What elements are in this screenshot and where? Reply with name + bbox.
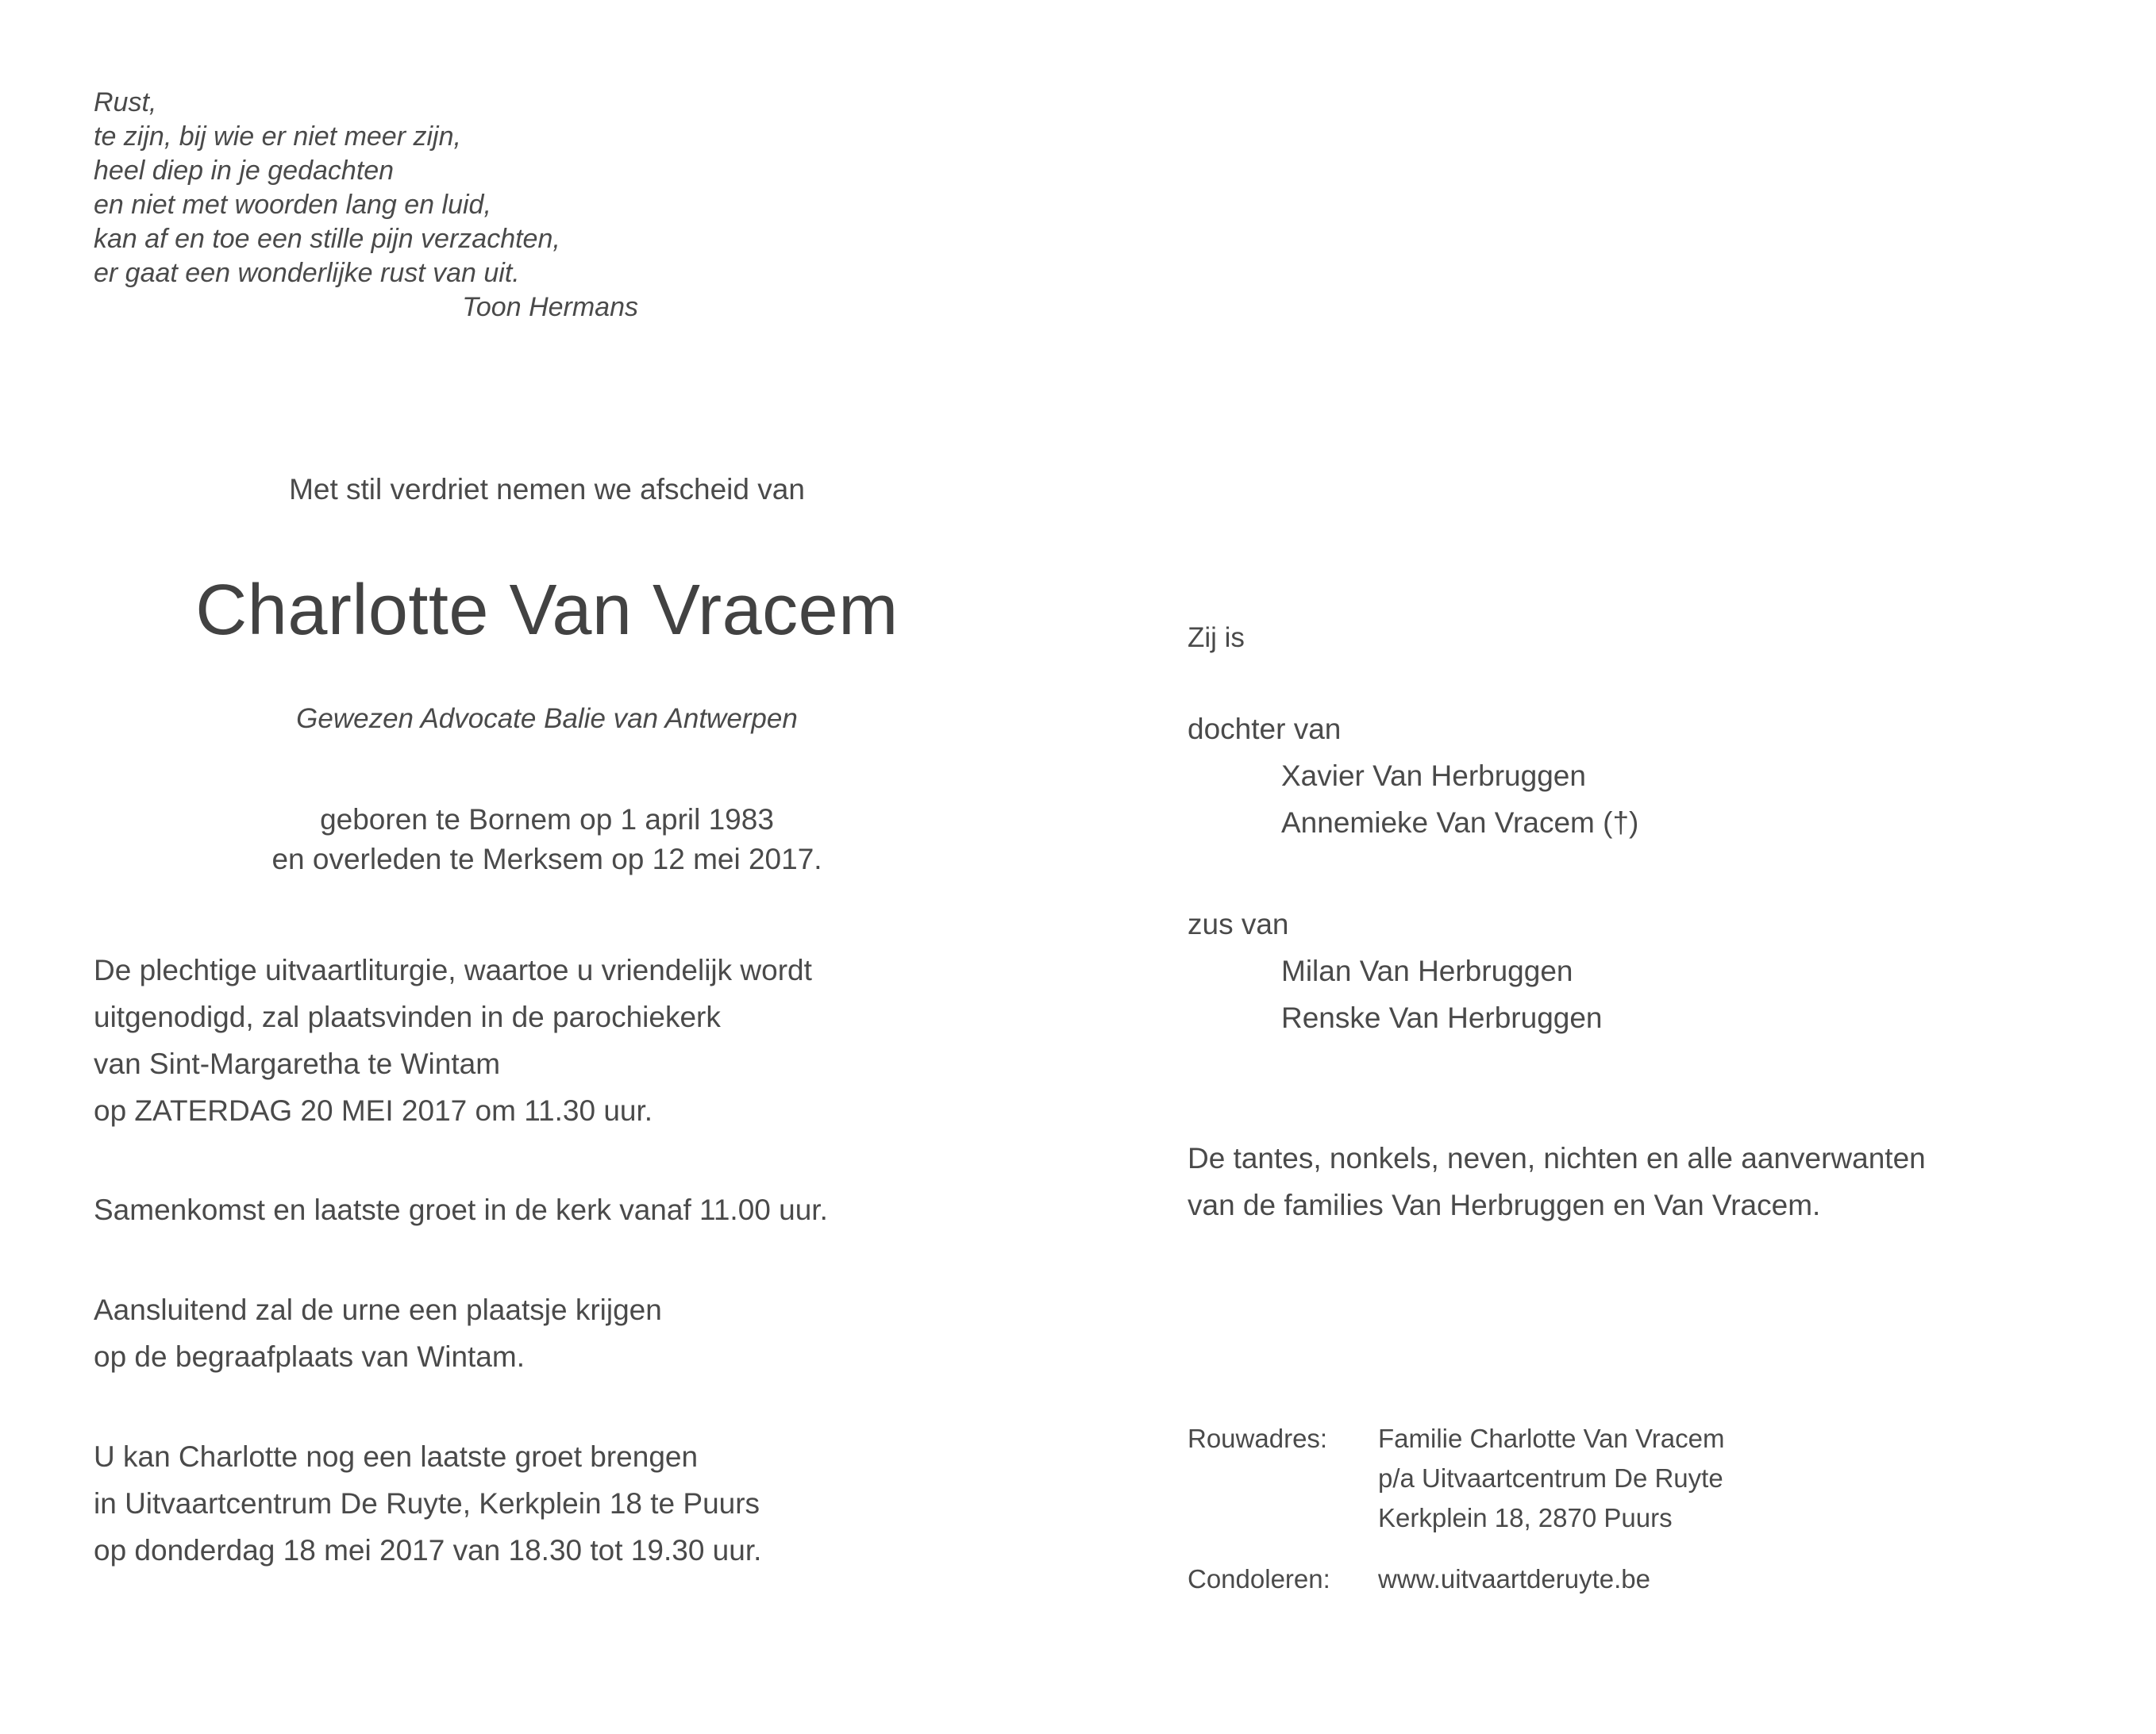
liturgy-line: De plechtige uitvaartliturgie, waartoe u vriendelijk wordt bbox=[94, 954, 812, 986]
urn-paragraph bbox=[94, 1286, 1078, 1380]
urn-line: Aansluitend zal de urne een plaatsje krijgen bbox=[94, 1294, 662, 1326]
liturgy-line: uitgenodigd, zal plaatsvinden in de parochiekerk bbox=[94, 1001, 721, 1033]
address-value bbox=[1378, 1419, 1725, 1538]
gathering-paragraph bbox=[94, 1186, 1078, 1233]
death-line: en overleden te Merksem op 12 mei 2017. bbox=[271, 843, 822, 875]
poem-line: te zijn, bij wie er niet meer zijn, bbox=[94, 121, 461, 152]
poem-line: Rust, bbox=[94, 87, 157, 117]
sister-section bbox=[1188, 901, 2100, 1041]
poem-line: kan af en toe een stille pijn verzachten, bbox=[94, 224, 560, 254]
daughter-label: dochter van bbox=[1188, 713, 1342, 745]
poem-author: Toon Hermans bbox=[462, 292, 638, 322]
visit-line: in Uitvaartcentrum De Ruyte, Kerkplein 18 te Puurs bbox=[94, 1487, 760, 1520]
address-line: Familie Charlotte Van Vracem bbox=[1378, 1424, 1725, 1453]
relatives-line: De tantes, nonkels, neven, nichten en alle aanverwanten bbox=[1188, 1142, 1926, 1175]
urn-line: op de begraafplaats van Wintam. bbox=[94, 1340, 525, 1373]
visit-paragraph bbox=[94, 1433, 1078, 1574]
poem-line: en niet met woorden lang en luid, bbox=[94, 190, 491, 220]
sibling-name: Renske Van Herbruggen bbox=[1281, 1002, 1603, 1034]
address-line: Kerkplein 18, 2870 Puurs bbox=[1378, 1503, 1673, 1532]
visit-line: U kan Charlotte nog een laatste groet brengen bbox=[94, 1440, 699, 1473]
condolences-link[interactable]: www.uitvaartderuyte.be bbox=[1378, 1564, 1651, 1594]
birth-line: geboren te Bornem op 1 april 1983 bbox=[320, 803, 774, 836]
liturgy-paragraph bbox=[94, 947, 1078, 1134]
address-label: Rouwadres: bbox=[1188, 1424, 1328, 1453]
birth-death-info bbox=[94, 800, 1000, 879]
address-line: p/a Uitvaartcentrum De Ruyte bbox=[1378, 1463, 1723, 1493]
poem-line: er gaat een wonderlijke rust van uit. bbox=[94, 258, 520, 288]
liturgy-line: op ZATERDAG 20 MEI 2017 om 11.30 uur. bbox=[94, 1094, 653, 1127]
daughter-section bbox=[1188, 706, 2100, 846]
gathering-line: Samenkomst en laatste groet in de kerk vanaf 11.00 uur. bbox=[94, 1194, 828, 1226]
family-intro: Zij is bbox=[1188, 622, 1245, 653]
poem bbox=[94, 86, 649, 325]
visit-line: op donderdag 18 mei 2017 van 18.30 tot 19.30 uur. bbox=[94, 1534, 762, 1567]
sibling-name: Milan Van Herbruggen bbox=[1281, 955, 1573, 987]
parent-name: Xavier Van Herbruggen bbox=[1281, 759, 1586, 792]
parent-name: Annemieke Van Vracem (†) bbox=[1281, 806, 1639, 839]
condolences-label: Condoleren: bbox=[1188, 1564, 1330, 1594]
sister-label: zus van bbox=[1188, 908, 1289, 940]
relatives-line: van de families Van Herbruggen en Van Vracem. bbox=[1188, 1189, 1821, 1221]
poem-line: heel diep in je gedachten bbox=[94, 156, 395, 186]
liturgy-line: van Sint-Margaretha te Wintam bbox=[94, 1048, 501, 1080]
intro-text: Met stil verdriet nemen we afscheid van bbox=[289, 473, 805, 506]
relatives-section bbox=[1188, 1135, 2100, 1228]
deceased-name: Charlotte Van Vracem bbox=[195, 571, 899, 650]
profession: Gewezen Advocate Balie van Antwerpen bbox=[296, 703, 798, 734]
